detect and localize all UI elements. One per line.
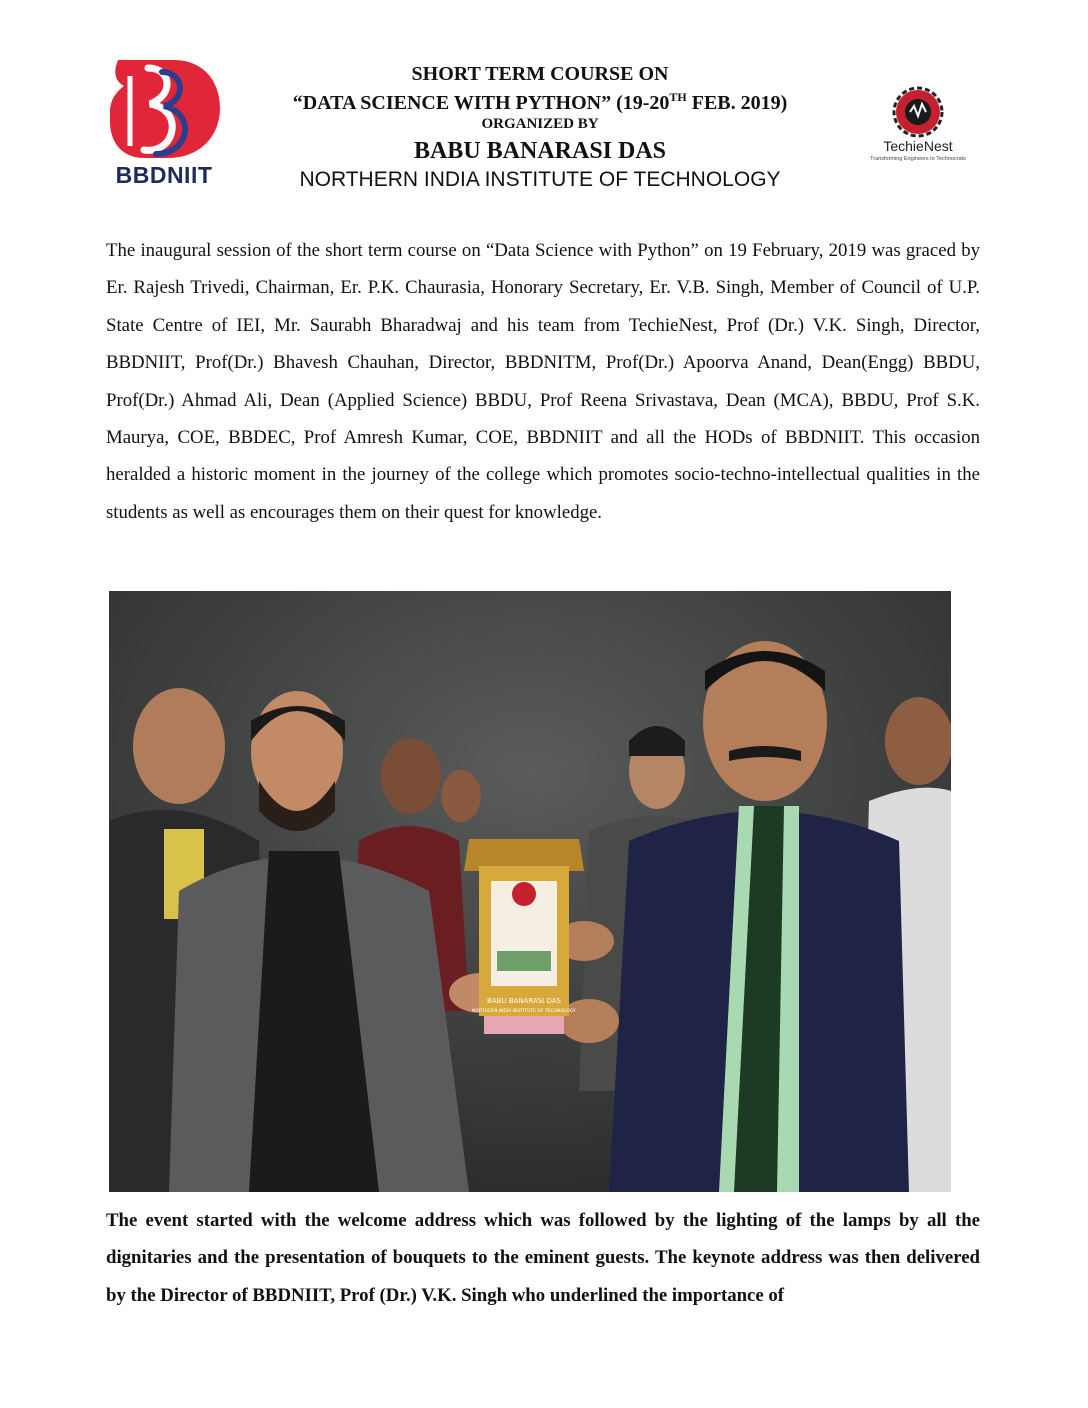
bbdniit-logo (104, 56, 224, 191)
bbdniit-logo-text: BBDNIIT (115, 162, 213, 188)
techienest-logo-text: TechieNest (883, 138, 953, 154)
bbd-emblem-icon (104, 56, 224, 161)
event-photo (109, 591, 951, 1192)
body-paragraph-1: The inaugural session of the short term course on “Data Science with Python” on 19 February, 2019 was graced by Er. Rajesh Trivedi, Chairman, Er. P.K. Chaurasia, Honorary Secretary, Er. V.B. Singh, Member of Council of U.P. State Centre of IEI, Mr. Saurabh Bharadwaj and his team from TechieNest, Prof (Dr.) V.K. Singh, Director, BBDNIIT, Prof(Dr.) Bhavesh Chauhan, Director, BBDNITM, Prof(Dr.) Apoorva Anand, Dean(Engg) BBDU, Prof(Dr.) Ahmad Ali, Dean (Applied Science) BBDU, Prof Reena Srivastava, Dean (MCA), BBDU, Prof S.K. Maurya, COE, BBDEC, Prof Amresh Kumar, COE, BBDNIIT and all the HODs of BBDNIIT. This occasion heralded a historic moment in the journey of the college which promotes socio-techno-intellectual qualities in the students as well as encourages them on their quest for knowledge. (106, 240, 980, 523)
course-title-sup: TH (669, 90, 687, 104)
course-title-end: FEB. 2019) (686, 92, 788, 114)
techienest-gear-icon (858, 86, 978, 138)
techienest-logo (858, 86, 978, 166)
institute-subname: NORTHERN INDIA INSTITUTE OF TECHNOLOGY (299, 168, 781, 191)
course-title-main: “DATA SCIENCE WITH PYTHON” (19-20 (292, 92, 670, 114)
course-label: SHORT TERM COURSE ON (411, 63, 669, 85)
plaque-text-2: NORTHERN INDIA INSTITUTE OF TECHNOLOGY (472, 1009, 576, 1014)
course-title (225, 91, 855, 113)
institute-name: BABU BANARASI DAS (413, 138, 667, 164)
organized-by-label: ORGANIZED BY (481, 116, 599, 132)
award-presentation-photo (109, 591, 951, 1192)
body-paragraph-2: The event started with the welcome address which was followed by the lighting of the lamps by all the dignitaries and the presentation of bouquets to the eminent guests. The keynote address was then delivered by the Director of BBDNIIT, Prof (Dr.) V.K. Singh who underlined the importance of (106, 1210, 980, 1306)
techienest-tagline: Transforming Engineers to Technocrats (870, 156, 966, 162)
plaque-text-1: BABU BANARASI DAS (487, 997, 561, 1005)
